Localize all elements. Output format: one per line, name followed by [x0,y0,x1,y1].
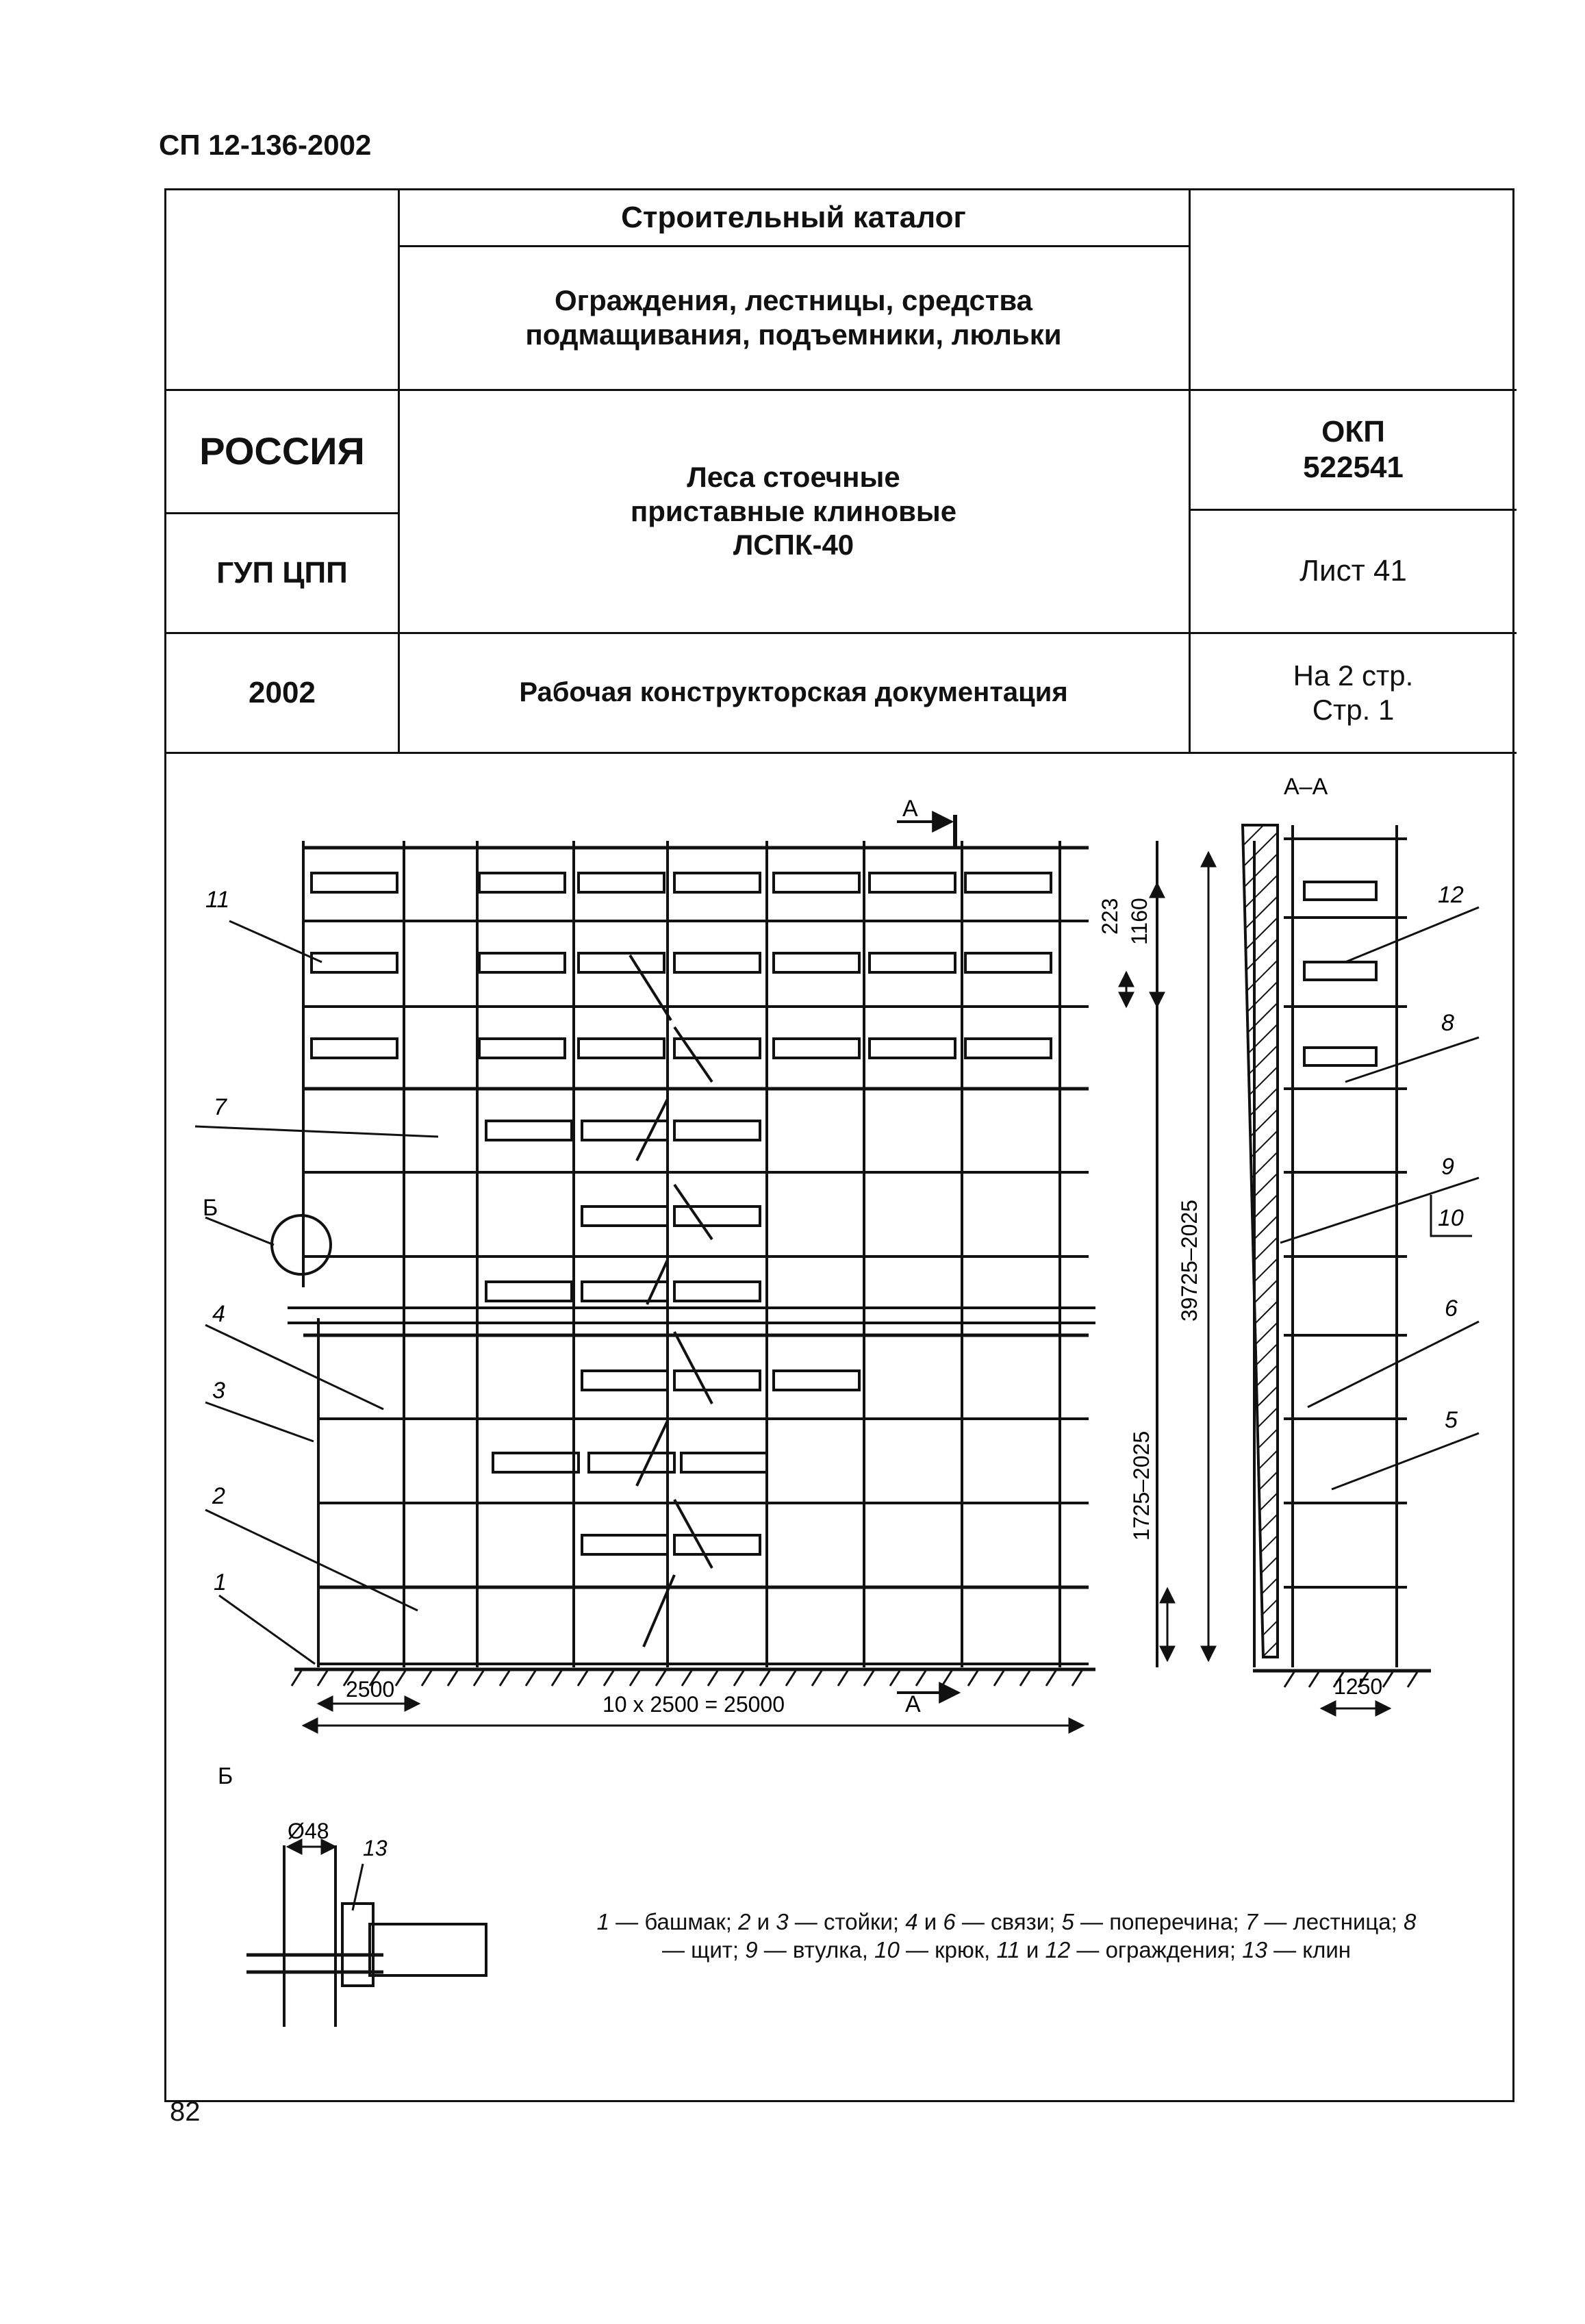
okp-code: 522541 [1303,450,1404,484]
leader-line [195,1126,438,1137]
guard-board [674,953,760,972]
ground-hatch [448,1671,457,1686]
callout-1: 1 [214,1569,227,1595]
guard-board [582,1207,668,1226]
ground-hatch [786,1671,796,1686]
okp-label: ОКП [1321,414,1385,449]
ground-hatch [1284,1672,1294,1687]
guard-board [674,1039,760,1058]
ground-hatch [1383,1672,1393,1687]
guard-board [774,953,859,972]
detail-b [246,1845,486,2027]
ladder [674,1332,712,1404]
leader-line [1332,1433,1479,1489]
document-code: СП 12-136-2002 [159,129,372,161]
legend-text: и [917,1909,943,1934]
guard-board [579,873,664,892]
guard-board [681,1453,767,1472]
legend-text: — башмак; [609,1909,739,1934]
guard-board [1304,1048,1376,1065]
sheet-number: Лист 41 [1299,554,1407,588]
guard-board [479,953,565,972]
legend-text: и [750,1909,776,1934]
callout-13: 13 [363,1836,388,1860]
callout-4: 4 [212,1301,225,1327]
page-current: Стр. 1 [1312,693,1395,726]
guard-board [870,873,955,892]
legend-num: 1 [596,1909,610,1934]
callout-3: 3 [212,1378,225,1404]
ground-hatch [942,1671,952,1686]
catalog-title: Строительный каталог [621,201,966,235]
guard-board [1304,962,1376,980]
section-marker-bottom: А [905,1691,921,1717]
ladder [674,1027,712,1082]
ground-hatch [708,1671,718,1686]
guard-board [674,873,760,892]
callout-12: 12 [1438,882,1464,908]
guard-board [582,1371,668,1390]
legend-num: 3 [776,1909,789,1934]
ground-hatch [916,1671,926,1686]
guard-board [486,1282,572,1301]
ground-hatch [578,1671,587,1686]
document-type: Рабочая конструкторская документация [519,677,1068,707]
guard-board [774,873,859,892]
ground-hatch [1408,1672,1417,1687]
dim-total: 10 x 2500 = 25000 [603,1692,785,1717]
leader-line [205,1217,274,1245]
ground-hatch [994,1671,1004,1686]
guard-board [965,873,1051,892]
legend-num: 10 [874,1937,900,1963]
leader-line [205,1325,383,1409]
legend-text: и [1019,1937,1045,1963]
leader-line [205,1402,314,1441]
guard-board [589,1453,674,1472]
guard-board [965,953,1051,972]
ground-hatch [292,1671,301,1686]
guard-board [579,1039,664,1058]
callout-9: 9 [1441,1154,1454,1180]
section-line-2: подмащивания, подъемники, люльки [525,318,1062,351]
legend-num: 6 [943,1909,956,1934]
pages-total: На 2 стр. [1293,659,1414,692]
leader-line [219,1595,315,1664]
guard-board [479,873,565,892]
ground-hatch [682,1671,692,1686]
guard-board [870,953,955,972]
ground-hatch [526,1671,535,1686]
callout-7: 7 [214,1094,227,1120]
legend-num: 11 [996,1937,1020,1963]
ground-hatch [500,1671,509,1686]
dim-223: 223 [1098,898,1122,935]
callout-5: 5 [1445,1407,1458,1433]
legend-num: 7 [1245,1909,1258,1934]
legend-text: — связи; [955,1909,1062,1934]
dim-height: 39725–2025 [1177,1200,1202,1322]
ground-hatch [318,1671,327,1686]
ground-hatch [1309,1672,1319,1687]
ladder [674,1185,712,1239]
dim-bay: 2500 [346,1677,395,1702]
guard-board [579,953,664,972]
guard-board [479,1039,565,1058]
callout-11: 11 [205,887,230,913]
detail-b-marker [272,1215,331,1274]
legend-text: — ограждения; [1070,1937,1243,1963]
dim-diameter: Ø48 [288,1819,329,1843]
leader-line [1345,907,1479,962]
guard-board [774,1371,859,1390]
legend-num: 5 [1061,1909,1074,1934]
ground-hatch [604,1671,613,1686]
guard-board [674,1371,760,1390]
section-line-1: Ограждения, лестницы, средства [554,284,1033,317]
page-number: 82 [170,2097,201,2127]
legend-num: 4 [905,1909,918,1934]
detail-label: Б [203,1195,218,1221]
legend-num: 12 [1045,1937,1071,1963]
detail-title: Б [218,1763,233,1789]
ground-hatch [812,1671,822,1686]
ground-hatch [552,1671,561,1686]
legend-num: 9 [745,1937,758,1963]
legend-num: 8 [1403,1909,1417,1934]
guard-board [774,1039,859,1058]
ground-hatch [864,1671,874,1686]
guard-board [312,873,397,892]
ground-hatch [396,1671,405,1686]
section-a-a [1243,825,1479,1708]
leader-line [229,921,322,962]
legend-text: — стойки; [788,1909,906,1934]
guard-board [870,1039,955,1058]
ledger-pipe [370,1924,486,1975]
ground-hatch [838,1671,848,1686]
ground-hatch [968,1671,978,1686]
guard-board [965,1039,1051,1058]
ground-hatch [1020,1671,1030,1686]
leader-line [205,1510,418,1611]
year: 2002 [249,675,316,709]
legend-text: — поперечина; [1074,1909,1245,1934]
guard-board [493,1453,579,1472]
guard-board [674,1535,760,1554]
section-view-title: А–А [1284,774,1328,800]
ground-hatch [1046,1671,1056,1686]
guard-board [312,953,397,972]
product-line-1: Леса стоечные [687,461,900,494]
ladder [637,1099,668,1161]
guard-board [582,1535,668,1554]
ground-hatch [630,1671,639,1686]
guard-board [674,1207,760,1226]
organization: ГУП ЦПП [216,555,348,590]
legend [596,1908,1417,1965]
ground-hatch [734,1671,744,1686]
legend-text: — лестница; [1258,1909,1404,1934]
dim-1160: 1160 [1127,898,1152,945]
legend-text: — втулка, [757,1937,875,1963]
product-line-2: приставные клиновые [630,494,957,527]
callout-6: 6 [1445,1296,1458,1322]
ground-hatch [890,1671,900,1686]
callout-8: 8 [1441,1010,1454,1036]
front-elevation [195,815,1254,1726]
legend-num: 13 [1242,1937,1267,1963]
product-line-3: ЛСПК-40 [733,529,854,561]
ground-hatch [656,1671,665,1686]
legend-text: — клин [1267,1937,1351,1963]
guard-board [312,1039,397,1058]
guard-board [674,1121,760,1140]
guard-board [486,1121,572,1140]
wall [1243,825,1278,1657]
guard-board [1304,882,1376,900]
section-marker-top: А [902,796,918,822]
callout-2: 2 [212,1483,225,1509]
legend-text: — крюк, [899,1937,997,1963]
ground-hatch [760,1671,770,1686]
legend-num: 2 [738,1909,751,1934]
dim-level: 1725–2025 [1129,1430,1154,1541]
ground-hatch [474,1671,483,1686]
ground-hatch [1072,1671,1082,1686]
callout-10: 10 [1438,1205,1464,1231]
leader-line [1345,1037,1479,1082]
dim-depth: 1250 [1334,1674,1383,1699]
ground-hatch [422,1671,431,1686]
guard-board [674,1282,760,1301]
country: РОССИЯ [199,429,365,472]
legend-text: — щит; [662,1937,746,1963]
